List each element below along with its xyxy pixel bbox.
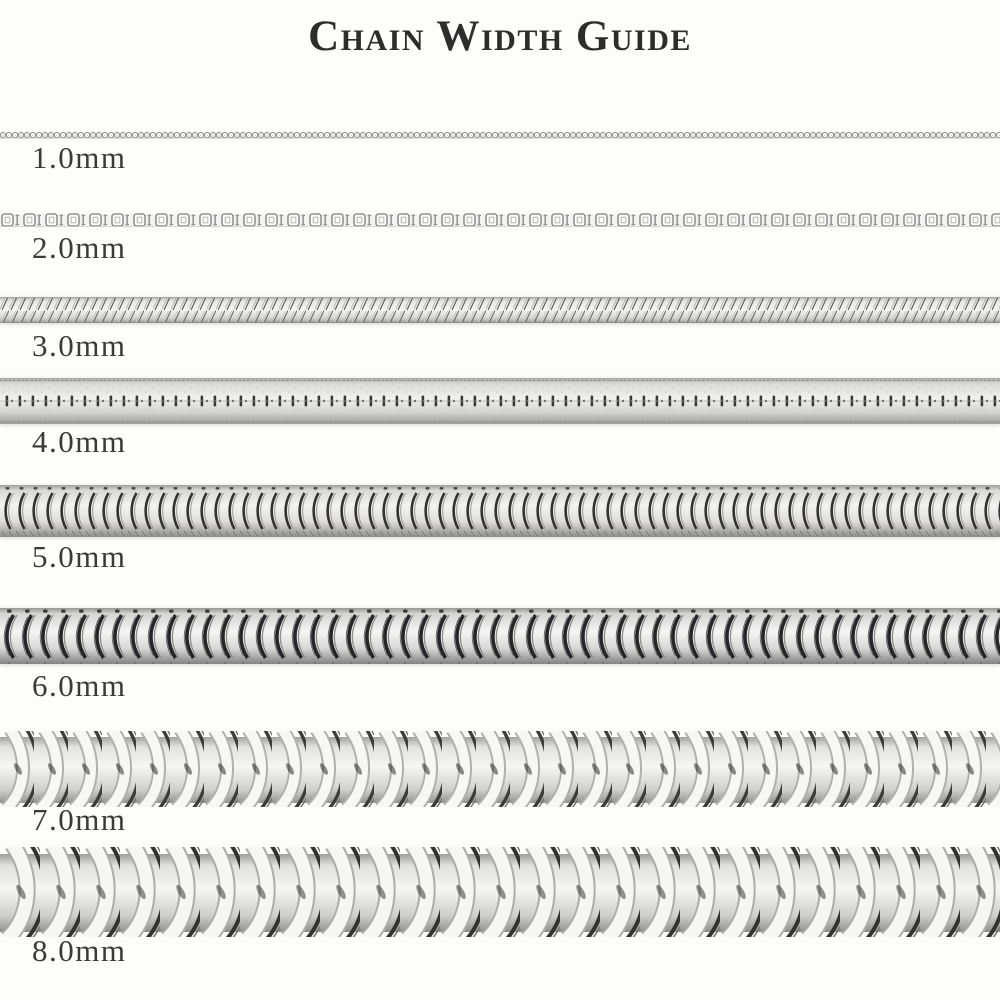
chain-width-label: 1.0mm	[32, 140, 127, 175]
chain-photo-8mm	[0, 847, 1000, 937]
chain-photo-3mm	[0, 295, 1000, 325]
chain-width-label: 2.0mm	[32, 230, 127, 265]
chain-width-label: 3.0mm	[32, 328, 127, 363]
chain-photo-2mm	[0, 210, 1000, 230]
chain-photo-5mm	[0, 482, 1000, 540]
chain-photo-4mm	[0, 376, 1000, 426]
chain-photo-7mm	[0, 731, 1000, 807]
page-title: Chain Width Guide	[308, 13, 692, 60]
chain-photo-1mm	[0, 129, 1000, 141]
chain-width-label: 4.0mm	[32, 424, 127, 459]
chain-width-label: 7.0mm	[32, 802, 127, 837]
chain-width-label: 8.0mm	[32, 933, 127, 968]
chain-width-label: 6.0mm	[32, 668, 127, 703]
chain-photo-6mm	[0, 604, 1000, 668]
chain-width-label: 5.0mm	[32, 539, 127, 574]
